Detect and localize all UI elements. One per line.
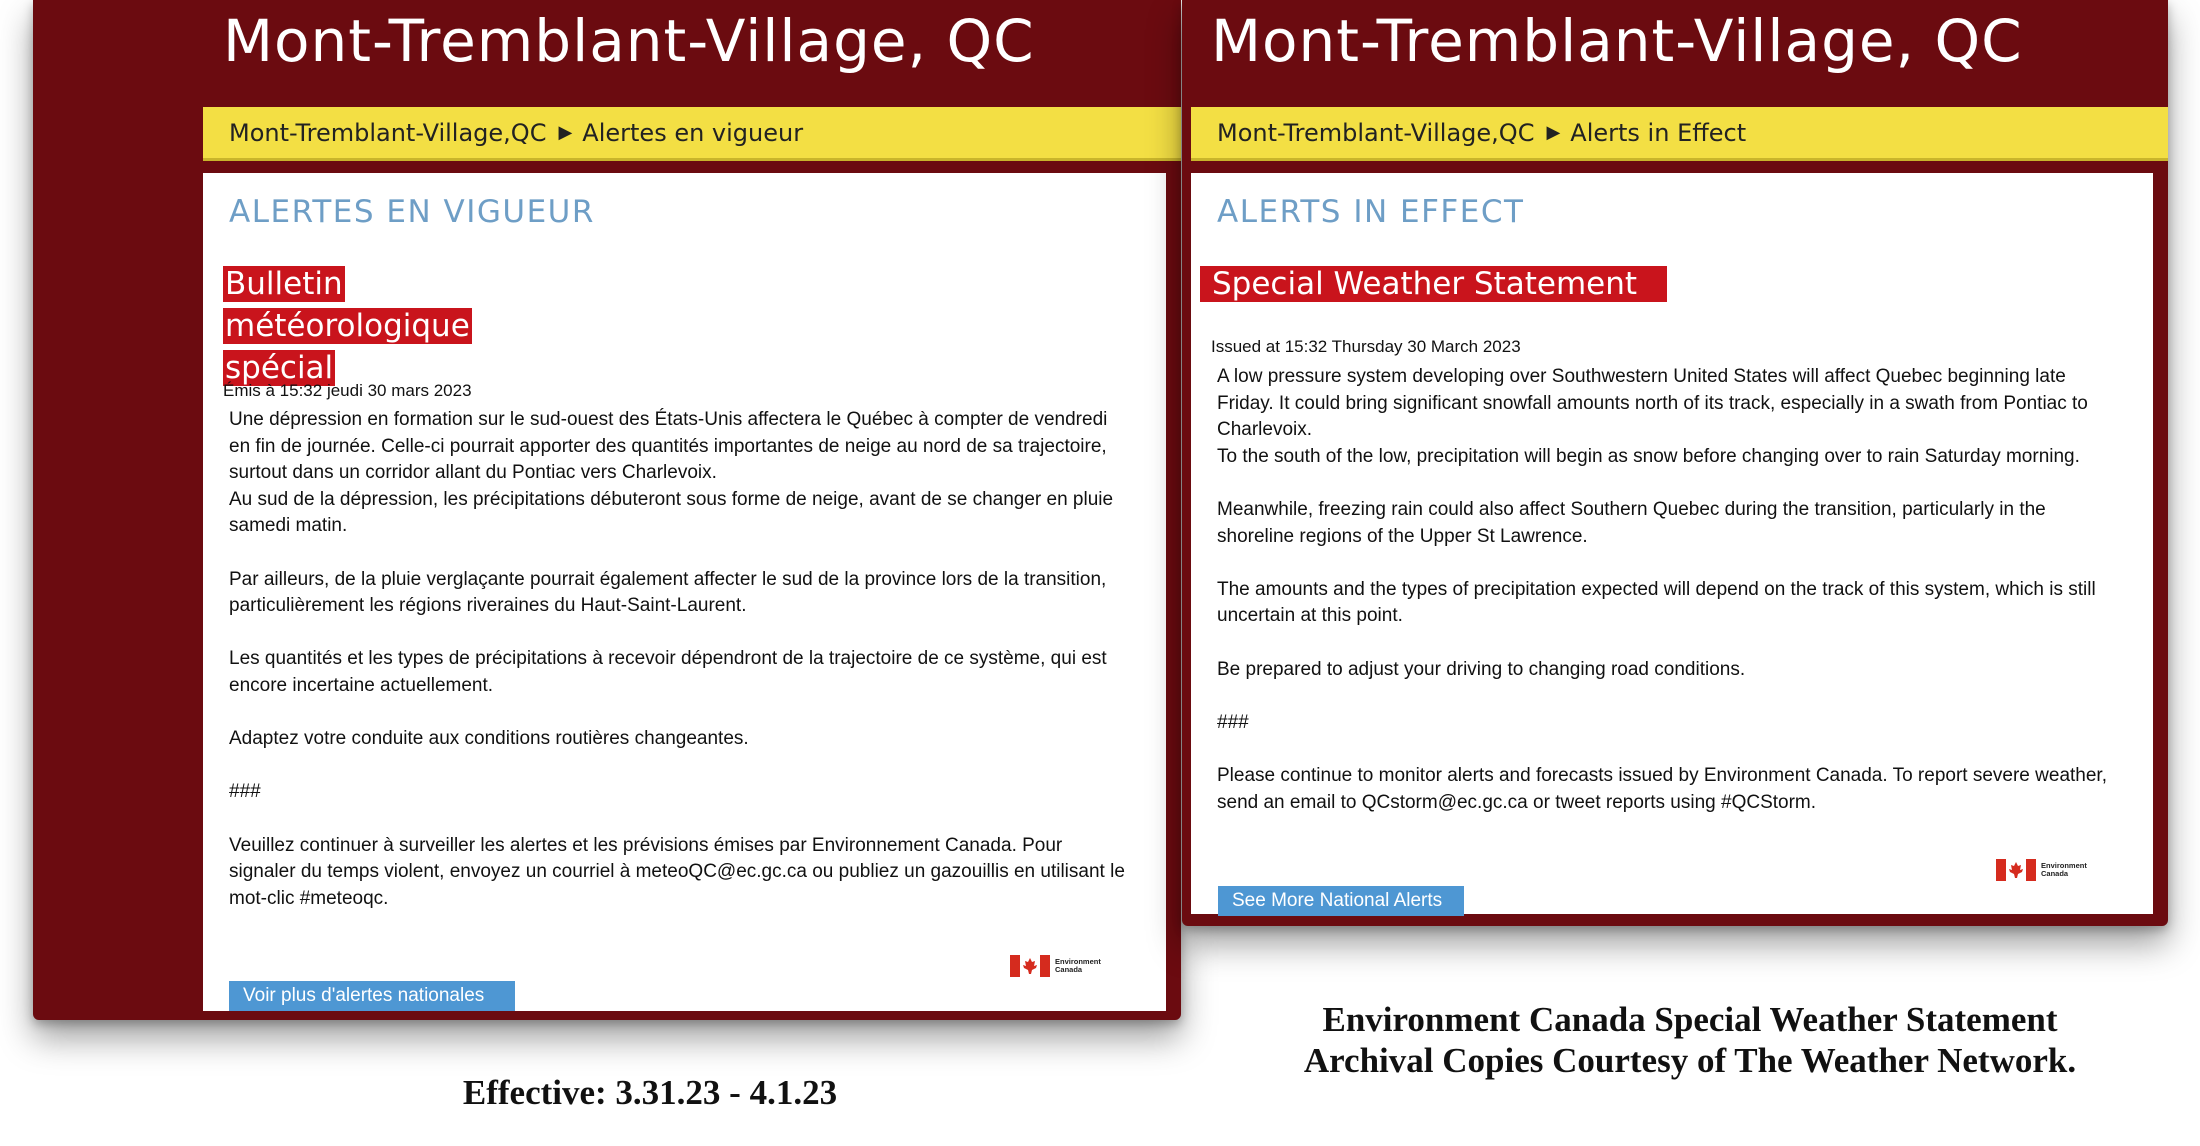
- breadcrumb-current: Alertes en vigueur: [582, 118, 804, 147]
- canada-flag-icon: [1996, 859, 2036, 881]
- paragraph: The amounts and the types of precipitation expected will depend on the track of this system, which is still uncertain at this point.: [1217, 578, 2096, 627]
- breadcrumb-location-link[interactable]: Mont-Tremblant-Village,QC: [1217, 118, 1535, 147]
- play-arrow-icon: ▶: [1546, 122, 1561, 143]
- alert-title: [1200, 263, 1700, 305]
- logo-text-line1: Environment: [1055, 957, 1101, 966]
- paragraph: Meanwhile, freezing rain could also affect Southern Quebec during the transition, particularly in the shoreline regions of the Upper St Lawrence.: [1217, 498, 2046, 547]
- breadcrumb-current: Alerts in Effect: [1570, 118, 1747, 147]
- breadcrumb: [1191, 107, 2168, 161]
- effective-dates-caption: Effective: 3.31.23 - 4.1.23: [462, 1073, 838, 1112]
- breadcrumb: [203, 107, 1181, 161]
- paragraph: Par ailleurs, de la pluie verglaçante pourrait également affecter le sud de la province lors de la transition, particulièrement les régions riveraines du Haut-Saint-Laurent.: [229, 568, 1107, 617]
- logo-text-line2: Canada: [1055, 965, 1083, 974]
- logo-text-line2: Canada: [2041, 869, 2069, 878]
- paragraph: ###: [229, 781, 261, 803]
- section-heading: ALERTS IN EFFECT: [1217, 194, 1525, 230]
- breadcrumb-location-link[interactable]: Mont-Tremblant-Village,QC: [229, 118, 547, 147]
- paragraph: To the south of the low, precipitation will begin as snow before changing over to rain Saturday morning.: [1217, 445, 2080, 467]
- paragraph: Les quantités et les types de précipitations à recevoir dépendront de la trajectoire de ce système, qui est encore incertaine actuellement.: [229, 648, 1107, 696]
- more-alerts-button[interactable]: Voir plus d'alertes nationales: [229, 981, 515, 1011]
- alert-panel-english: [1182, 0, 2168, 926]
- logo-text-line1: Environment: [2041, 861, 2087, 870]
- alert-body: [229, 407, 1129, 912]
- play-arrow-icon: ▶: [558, 122, 573, 143]
- environment-canada-logo: [1010, 955, 1101, 977]
- alert-content: [203, 173, 1166, 1011]
- alert-title: [223, 263, 563, 389]
- paragraph: A low pressure system developing over Southwestern United States will affect Quebec beginning late Friday. It could bring significant snowfall amounts north of its track, especially in a swath from Pontiac to Charlevoix.: [1217, 366, 2088, 441]
- paragraph: Be prepared to adjust your driving to changing road conditions.: [1217, 658, 1746, 680]
- alert-body: [1217, 364, 2127, 816]
- canada-flag-icon: [1010, 955, 1050, 977]
- paragraph: Adaptez votre conduite aux conditions routières changeantes.: [229, 728, 749, 750]
- environment-canada-logo: [1996, 859, 2087, 881]
- alert-title-text: Special Weather Statement: [1200, 266, 1667, 302]
- alert-content: [1191, 173, 2153, 914]
- paragraph: Veuillez continuer à surveiller les alertes et les prévisions émises par Environnement Canada. Pour signaler du temps violent, envoyez un courriel à meteoQC@ec.gc.ca ou publiez un gazouillis en utilisant le mot-clic #meteoqc.: [229, 834, 1125, 909]
- issued-timestamp: Émis à 15:32 jeudi 30 mars 2023: [223, 381, 472, 400]
- credit-line: Environment Canada Special Weather Statement: [1322, 1000, 2058, 1039]
- alert-title-text: Bulletin météorologique spécial: [225, 266, 470, 386]
- source-credit-caption: [1190, 999, 2190, 1081]
- paragraph: Au sud de la dépression, les précipitations débuteront sous forme de neige, avant de se changer en pluie samedi matin.: [229, 488, 1114, 537]
- paragraph: Please continue to monitor alerts and forecasts issued by Environment Canada. To report severe weather, send an email to QCstorm@ec.gc.ca or tweet reports using #QCStorm.: [1217, 764, 2107, 813]
- paragraph: ###: [1217, 711, 1249, 733]
- credit-line: Archival Copies Courtesy of The Weather Network.: [1303, 1041, 2077, 1080]
- issued-timestamp: Issued at 15:32 Thursday 30 March 2023: [1211, 337, 1521, 356]
- city-title: Mont-Tremblant-Village, QC: [1211, 7, 2023, 75]
- city-title: Mont-Tremblant-Village, QC: [223, 7, 1035, 75]
- more-alerts-button[interactable]: See More National Alerts: [1218, 886, 1464, 916]
- alert-panel-french: [33, 0, 1181, 1020]
- section-heading: ALERTES EN VIGUEUR: [229, 194, 595, 230]
- paragraph: Une dépression en formation sur le sud-ouest des États-Unis affectera le Québec à compter de vendredi en fin de journée. Celle-ci pourrait apporter des quantités importantes de neige au nord de sa trajectoire, surtout dans un corridor allant du Pontiac vers Charlevoix.: [229, 409, 1108, 484]
